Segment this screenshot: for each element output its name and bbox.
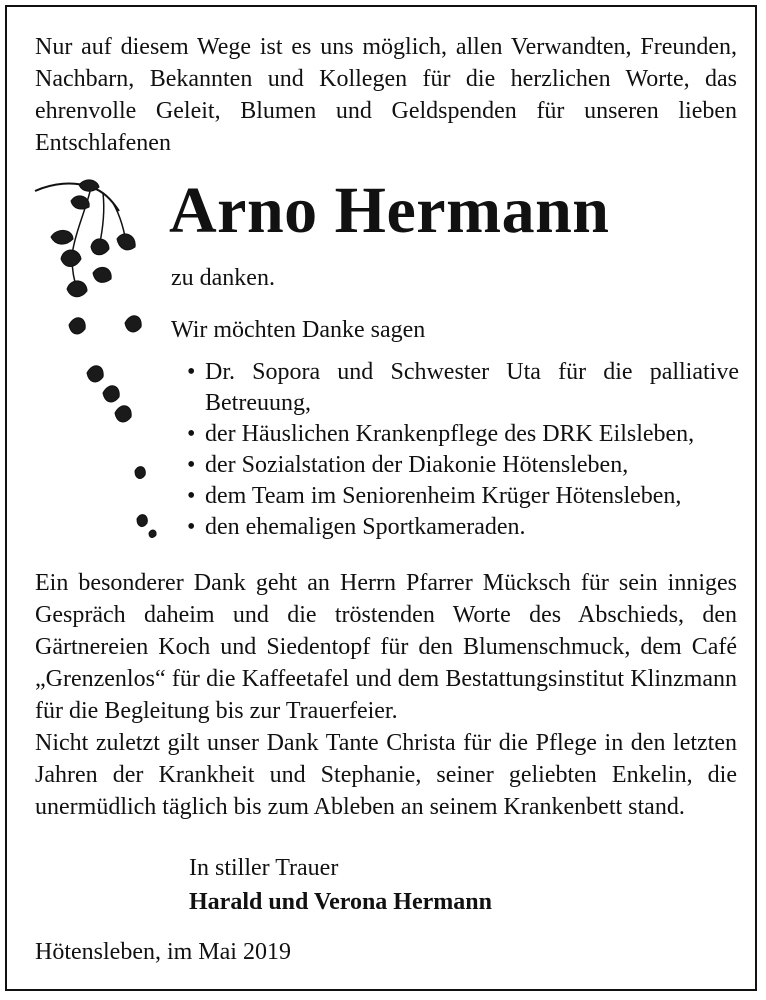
place-date: Hötensleben, im Mai 2019 xyxy=(35,939,291,965)
list-item: • den ehemaligen Sportkameraden. xyxy=(187,512,739,543)
falling-leaves-branch-icon xyxy=(33,177,173,557)
paragraph-special-thanks: Ein besonderer Dank geht an Herrn Pfarrer Mücksch für sein inniges Gespräch daheim und die tröstenden Worte des Abschieds, den Gärtnereien Koch und Siedentopf für den Blumenschmuck, dem Café „Grenzenlos“ für die Kaffeetafel und dem Bestattungsinstitut Klinzmann für die Begleitung bis zur Trauerfeier. xyxy=(35,570,737,724)
signers: Harald und Verona Hermann xyxy=(189,889,492,915)
list-item: • der Sozialstation der Diakonie Hötensleben, xyxy=(187,450,739,481)
main-text xyxy=(35,567,737,823)
paragraph-family-thanks: Nicht zuletzt gilt unser Dank Tante Christa für die Pflege in den letzten Jahren der Krankheit und Stephanie, seiner geliebten Enkelin, die unermüdlich täglich bis zum Ableben an seinem Krankenbett stand. xyxy=(35,730,737,820)
thanks-list xyxy=(187,357,739,543)
deceased-name: Arno Hermann xyxy=(169,174,610,247)
thanks-line: zu danken. xyxy=(171,265,275,291)
grief-line: In stiller Trauer xyxy=(189,855,339,881)
sub-heading: Wir möchten Danke sagen xyxy=(171,317,426,343)
list-item: • der Häuslichen Krankenpflege des DRK Eilsleben, xyxy=(187,419,739,450)
notice-frame xyxy=(5,5,757,991)
list-item: • dem Team im Seniorenheim Krüger Hötensleben, xyxy=(187,481,739,512)
intro-text: Nur auf diesem Wege ist es uns möglich, allen Verwandten, Freunden, Nachbarn, Bekannten und Kollegen für die herzlichen Worte, das ehrenvolle Geleit, Blumen und Geldspenden für unseren lieben Entschlafenen xyxy=(35,34,737,156)
list-item: • Dr. Sopora und Schwester Uta für die palliative Betreuung, xyxy=(187,357,739,419)
